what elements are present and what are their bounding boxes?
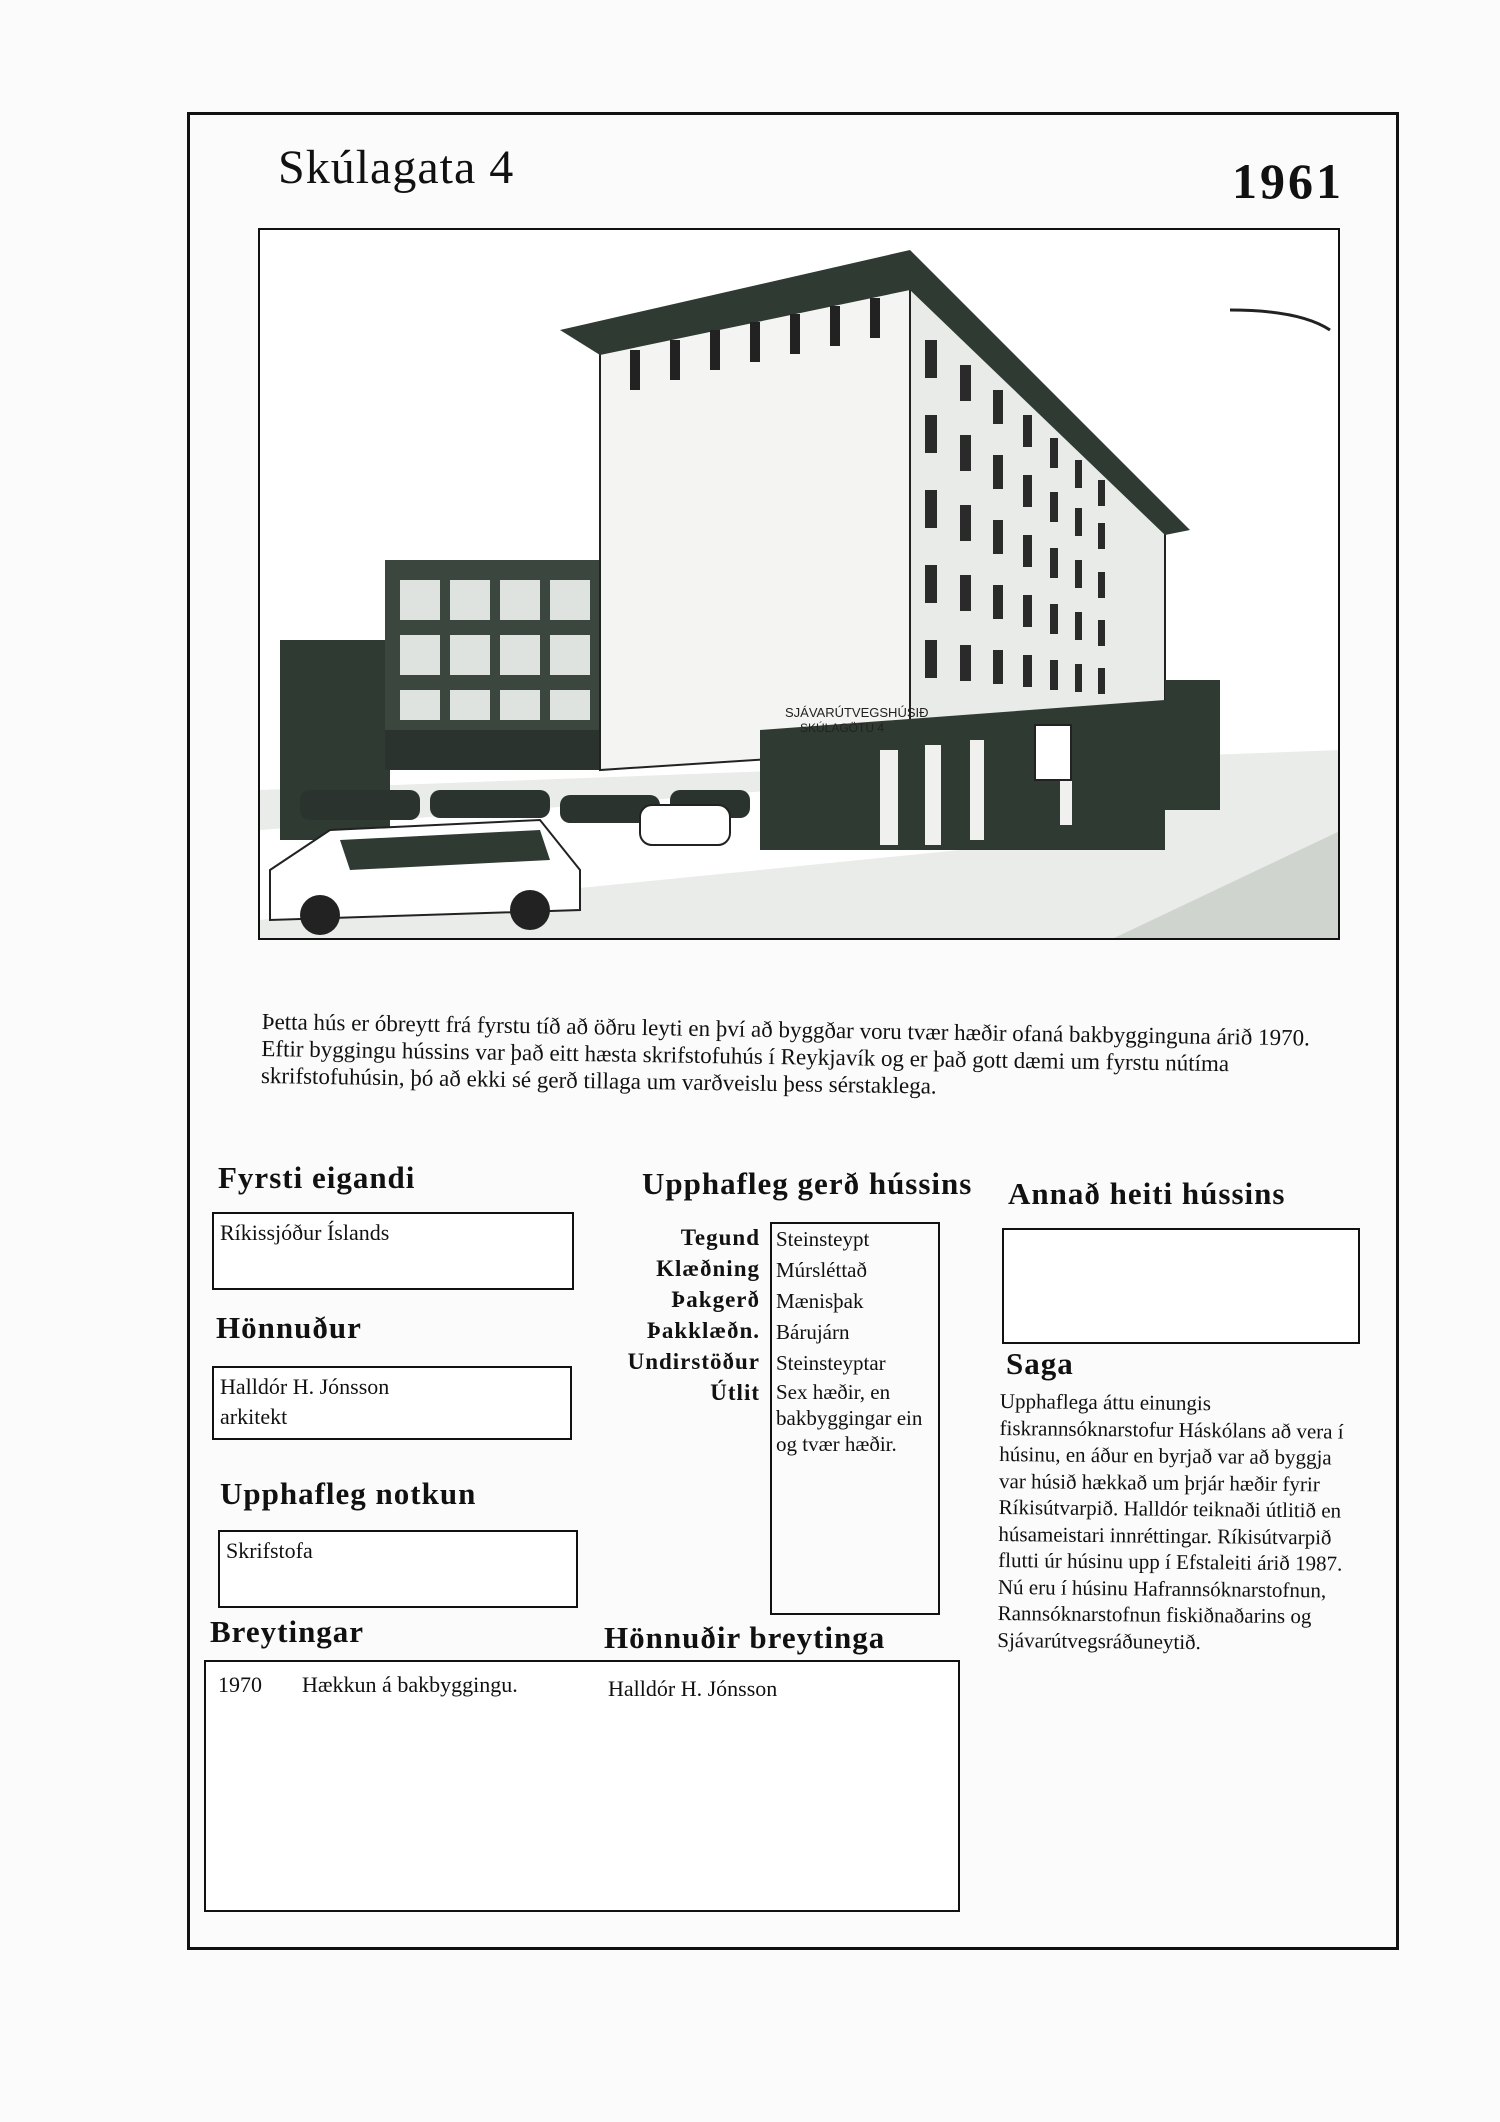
changes-heading: Breytingar [210, 1614, 365, 1649]
changes-box [204, 1660, 960, 1912]
change-designers-heading: Hönnuðir breytinga [604, 1620, 886, 1655]
first-owner-value: Ríkissjóður Íslands [220, 1220, 390, 1245]
original-use-box [218, 1530, 578, 1608]
building-photo [258, 228, 1340, 940]
spec-label-appearance: Útlit [710, 1380, 760, 1405]
year-label: 1961 [1232, 153, 1344, 209]
other-name-heading: Annað heiti hússins [1008, 1176, 1286, 1211]
saga-paragraph: Nú eru í húsinu Hafrannsóknarstofnun, Rannsóknarstofnun fiskiðnaðarins og Sjávarútvegsráðuneytið. [997, 1574, 1327, 1654]
building-photo-illustration [260, 230, 1340, 940]
spec-label-roof-cladding: Þakklæðn. [646, 1318, 760, 1343]
first-owner-heading: Fyrsti eigandi [218, 1160, 416, 1195]
description [261, 1008, 1352, 1106]
original-form-heading: Upphafleg gerð hússins [642, 1166, 973, 1201]
description-text: Þetta hús er óbreytt frá fyrstu tíð að öðru leyti en því að byggðar voru tvær hæðir ofaná bakbygginguna árið 1970. Eftir byggingu hússins var það eitt hæsta skrifstofuhús í Reykjavík og er það gott dæmi um fyrstu nútíma skrifstofuhúsin, þó að ekki sé gerð tillaga um varðveislu þess sérstaklega. [260, 1008, 1311, 1099]
spec-value-roof-cladding: Bárujárn [776, 1320, 850, 1344]
saga-paragraph: Upphaflega áttu einungis fiskrannsóknarstofur Háskólans að vera í húsinu, en áður en byrjað var að byggja var húsið hækkað um þrjár hæðir fyrir Ríkisútvarpið. Halldór teiknaði útlitið en húsameistari innréttingar. Ríkisútvarpið flutti úr húsinu upp í Efstaleiti árið 1987. [998, 1389, 1344, 1576]
change-designers-value: Halldór H. Jónsson [608, 1676, 778, 1701]
page-title: Skúlagata 4 [278, 141, 515, 194]
spec-value-type: Steinsteypt [776, 1227, 870, 1251]
change-row [218, 1670, 946, 1700]
spec-label-type: Tegund [680, 1225, 760, 1250]
saga-heading: Saga [1006, 1346, 1074, 1381]
designer-box [212, 1366, 572, 1440]
designer-heading: Hönnuður [216, 1310, 362, 1345]
spec-label-foundations: Undirstöður [627, 1349, 760, 1374]
spec-value-foundations: Steinsteyptar [776, 1351, 886, 1375]
spec-label-roof-type: Þakgerð [671, 1287, 760, 1312]
designer-title: arkitekt [220, 1404, 288, 1429]
spec-value-appearance: Sex hæðir, en bakbyggingar ein og tvær hæðir. [776, 1380, 923, 1456]
spec-value-roof-type: Mænisþak [776, 1289, 864, 1313]
saga-text [997, 1388, 1360, 1657]
first-owner-box [212, 1212, 574, 1290]
other-name-box [1002, 1228, 1360, 1344]
sign-line-1: SJÁVARÚTVEGSHÚSIÐ [785, 705, 929, 720]
original-use-value: Skrifstofa [226, 1538, 313, 1563]
change-year: 1970 [218, 1672, 262, 1697]
spec-label-cladding: Klæðning [656, 1256, 760, 1281]
original-form-values [770, 1222, 940, 1615]
spec-value-cladding: Múrsléttað [776, 1258, 867, 1282]
designer-name: Halldór H. Jónsson [220, 1374, 390, 1399]
change-description: Hækkun á bakbyggingu. [302, 1672, 518, 1697]
original-use-heading: Upphafleg notkun [220, 1476, 477, 1511]
sign-line-2: SKÚLAGÖTU 4 [800, 721, 885, 735]
original-form-labels [600, 1222, 760, 1408]
